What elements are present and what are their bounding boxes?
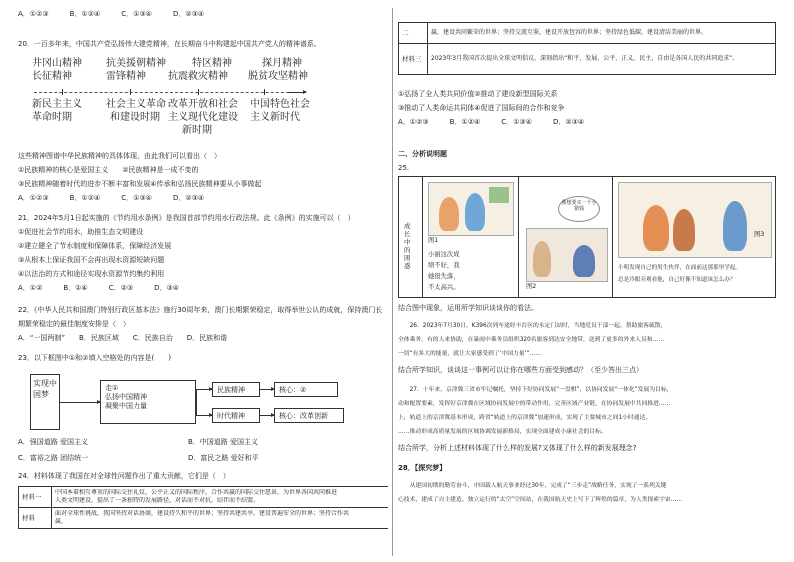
q23-option-b: B．中国道路 爱国主义 [188, 438, 259, 446]
q27-line1: 27．十年来，京津冀三省市牢记嘱托，坚持下好协同发展“一盘棋”，以协同发展“一体化”发展为目标， [398, 387, 673, 393]
q25-col-line-3 [612, 176, 613, 298]
material-2-line2: 赢， [55, 518, 68, 525]
q20-line2: ①民族精神的核心是爱国主义 ②民族精神是一成不变的 [18, 166, 199, 174]
period-3-l1: 改革开放和社会 [168, 99, 238, 110]
q26-line2: 全体乘务，有的人来协助，在暴雨中乘务员组织320名旅客到达安全地带，送到了更多的外来人员和…… [398, 337, 665, 343]
diagram-branch [196, 389, 197, 415]
figure-3-illustration [618, 182, 772, 258]
period-1-l1: 新民主主义 [32, 99, 82, 110]
growth-char: 困 [404, 254, 411, 262]
period-3-l3: 新时期 [182, 125, 212, 136]
right-column [398, 0, 778, 562]
q21-options: A．①② B．①④ C．②③ D．③④ [18, 284, 180, 292]
diagram-arrow-1 [60, 402, 100, 403]
q27-line4: ……推动形成高质量发展的区域协调发展新格局，实现全面建成小康社会的目标。 [398, 429, 607, 435]
q24-material-table-cont [398, 22, 776, 75]
q24-line1: ①弘扬了全人类共同价值②推动了建设新型国际关系 [398, 90, 558, 98]
growth-label [404, 222, 418, 270]
figure-3-text-1: 小明发现自己的男生伙伴，在面前这那那里学起。 [618, 265, 742, 271]
q22-line1: 22．《中华人民共和国澳门特别行政区基本法》施行30周年来，澳门长期繁荣稳定，取得举世公认的成就，保持澳门长 [18, 306, 383, 314]
q27-question: 结合所学，分析上述材料体现了什么样的发展?又体现了什么样的新发展理念? [398, 444, 637, 452]
material-1-line2: 人类文明建设，提出了一条独特的发展路径，对话而不对抗，结伴而不结盟。 [55, 497, 260, 504]
spirit-top-2: 抗美援朝精神 [106, 58, 166, 69]
diagram-box-core-2: 核心：② [274, 382, 338, 397]
q28-title: 28．【探究梦】 [398, 464, 447, 472]
q26-line1: 26．2023年7月30日，K396次列车途经丰台区的永定门站时，当地党员干部一起，帮助旅客疏散， [398, 323, 667, 329]
table-row [399, 23, 776, 44]
q26-question: 结合所学知识，谈谈这一事例可以让你在哪些方面受到感动？（至少答出三点） [398, 366, 643, 374]
material-2b-text: 赢，建设共同繁荣的世界；坚持交流互鉴，建设开放包容的世界；坚持绿色低碳，建设清洁美丽的世界。 [428, 23, 776, 44]
tick-1 [62, 89, 63, 95]
q24-line2: ③推动了人类命运共同体④促进了国际间的合作和竞争 [398, 104, 565, 112]
board-icon [489, 187, 509, 203]
q25-question: 结合图中现象，运用所学知识谈谈你的看法。 [398, 304, 538, 312]
q20-line3: ③民族精神随着时代的进步不断丰富和发展④传承和弘扬民族精神要从小事做起 [18, 180, 262, 188]
q25-col-line-1 [422, 176, 423, 298]
student-icon [465, 193, 485, 231]
period-2-l2: 和建设时期 [110, 112, 160, 123]
material-1-line1: 中国本着相互尊重的国际交往礼仪，公平正义的国际秩序，合作共赢的国际交往愿景，为世界各国共同推进 [55, 489, 338, 496]
q20-options: A．①②③ B．①②④ C．①③④ D．②③④ [18, 194, 205, 202]
period-3-l2: 主义现代化建设 [168, 112, 238, 123]
spirit-bottom-3: 抗震救灾精神 [168, 71, 228, 82]
table-row [399, 44, 776, 75]
q26-line3: 一切“有多大的能量，就让大家感受到了‘中国力量’”…… [398, 351, 542, 357]
q21-line5: ④以法治的方式和途径实现水资源节约集约利用 [18, 270, 165, 278]
tick-3 [198, 89, 199, 95]
period-2-l1: 社会主义革命 [106, 99, 166, 110]
material-label-3: 材料三 [399, 44, 428, 75]
q23-stem: 23．以下框图中①和②填入空格处的内容是( ) [18, 354, 171, 362]
q23-option-c: C．富裕之路 团结统一 [18, 454, 89, 462]
diagram-box-path [100, 380, 196, 424]
diagram-arrow-2 [196, 389, 212, 390]
figure-1-text-3: 她很失落， [428, 273, 460, 280]
q23-option-a: A．强国道路 爱国主义 [18, 438, 89, 446]
section-title: 二、分析说明题 [398, 150, 447, 158]
column-divider [392, 8, 393, 556]
material-2-line1: 面对全球性挑战，我国坚持对话协商，建设持久和平的世界；坚持共建共享，建设普遍安全的世界；坚持合作共 [55, 510, 350, 517]
figure-1-text-1: 小丽这次成 [428, 251, 460, 258]
figure-2-label: 图2 [526, 283, 537, 290]
q22-options: A．“一国两制” B．民族区域 C．民族自治 D．民族和谐 [18, 334, 228, 342]
period-4-l1: 中国特色社会 [250, 99, 310, 110]
period-1-l2: 革命时期 [32, 112, 72, 123]
student-icon [673, 209, 695, 251]
q22-line2: 期繁荣稳定的最佳制度安排是（ ） [18, 320, 130, 328]
diagram-path-l1: 走① [105, 384, 119, 392]
diagram-path-l2: 弘扬中国精神 [105, 393, 147, 401]
student-icon [723, 201, 747, 251]
q24-stem: 24．材料体现了我国在对全球性问题作出了重大贡献，它们是（ ） [18, 472, 230, 480]
q27-line3: 上，轨道上的京津冀基本形成，跨省“轨道上的京津冀”加速形成，实现了主要城市之间1小时通达， [398, 415, 652, 421]
material-label-2: 材料 [19, 508, 52, 529]
growth-char: 长 [404, 230, 411, 238]
diagram-arrow-3 [196, 415, 212, 416]
material-cell-1 [52, 487, 389, 508]
growth-char: 成 [404, 222, 411, 230]
table-row [19, 487, 389, 508]
q23-option-d: D．富民之路 爱好和平 [188, 454, 259, 462]
diagram-box-national-spirit: 民族精神 [212, 382, 260, 397]
diagram-box-core-innovation: 核心：改革创新 [274, 408, 344, 423]
q27-line2: 动和配置要素，发挥好京津冀在区域协同发展中的带动作用，完善区域产业链，在协同发展中共同推进…… [398, 401, 671, 407]
q19-options: A．①②③ B．①②④ C．①③④ D．②③④ [18, 10, 205, 18]
figure-2-illustration [526, 228, 608, 282]
timeline-arrow [288, 92, 306, 93]
student-icon [439, 197, 459, 231]
q21-line1: 21．2024年5月1日起实施的《节约用水条例》是我国首部节约用水行政法规。此《条例》的实施可以（ ） [18, 214, 355, 222]
period-4-l2: 主义新时代 [250, 112, 300, 123]
figure-1-label: 图1 [428, 237, 439, 244]
material-label-1: 材料一 [19, 487, 52, 508]
growth-char: 中 [404, 238, 411, 246]
left-column [18, 0, 388, 562]
q28-line2: 心技术，建成了自主建造、独立运行的“太空”空间站，在我国航天史上写下了辉煌的篇章，为人类探索宇宙…… [398, 497, 683, 503]
spirit-bottom-4: 脱贫攻坚精神 [248, 71, 308, 82]
material-3-text: 2023年3月我国首次提出全球文明倡议，深刻指出“和平、发展、公平、正义、民主、自由是各国人民的共同追求”。 [428, 44, 776, 75]
student-icon [643, 205, 669, 251]
diagram-arrow-4 [260, 389, 274, 390]
q21-line3: ②建立健全了节水制度和保障体系，保障经济发展 [18, 242, 172, 250]
table-row [19, 508, 389, 529]
figure-1-text-2: 绩不好，我 [428, 262, 460, 269]
speech-bubble: 我想要买一个小猪钱 [558, 196, 600, 222]
q21-line2: ①促进社会节约用水，助推生态文明建设 [18, 228, 144, 236]
figure-3-text-2: 总是冷眼旁观看他，自己好像不知道该怎么办？ [618, 277, 736, 283]
diagram-box-dream: 实现中国梦 [30, 374, 60, 430]
tick-4 [264, 89, 265, 95]
q25-col-line-2 [518, 176, 519, 298]
figure-3-label: 图3 [754, 231, 765, 238]
growth-char: 惑 [404, 262, 411, 270]
spirit-top-4: 探月精神 [262, 58, 302, 69]
q24-options: A．①②③ B．①②④ C．①③④ D．②③④ [398, 118, 585, 126]
growth-char: 的 [404, 246, 411, 254]
q24-material-table [18, 486, 388, 529]
diagram-box-era-spirit: 时代精神 [212, 408, 260, 423]
material-label-2b: 二 [399, 23, 428, 44]
q20-stem: 20．一百多年来，中国共产党弘扬伟大建党精神，在长期奋斗中构建起中国共产党人的精神谱系。 [18, 40, 321, 48]
material-cell-2 [52, 508, 389, 529]
q28-line1: 从建国初期的勤劳奋斗，中国载人航天事业经过30年，完成了“三步走”战略任务，实现了一系列关键 [398, 483, 667, 489]
student-icon [573, 245, 595, 277]
spirit-top-1: 井冈山精神 [32, 58, 82, 69]
spirit-top-3: 特区精神 [192, 58, 232, 69]
student-icon [533, 241, 551, 277]
diagram-path-l3: 凝聚中国力量 [105, 402, 147, 410]
spirit-bottom-2: 雷锋精神 [106, 71, 146, 82]
q25-number: 25． [398, 164, 414, 172]
spirit-bottom-1: 长征精神 [32, 71, 72, 82]
q21-line4: ③从根本上保证我国不会再出现水资源短缺问题 [18, 256, 165, 264]
figure-1-text-4: 不太高兴。 [428, 284, 460, 291]
figure-1-illustration [428, 182, 514, 236]
q20-line1: 这些精神图谱中华民族精神的具体体现，由此我们可以看出（ ） [18, 152, 221, 160]
tick-2 [130, 89, 131, 95]
diagram-arrow-5 [260, 415, 274, 416]
